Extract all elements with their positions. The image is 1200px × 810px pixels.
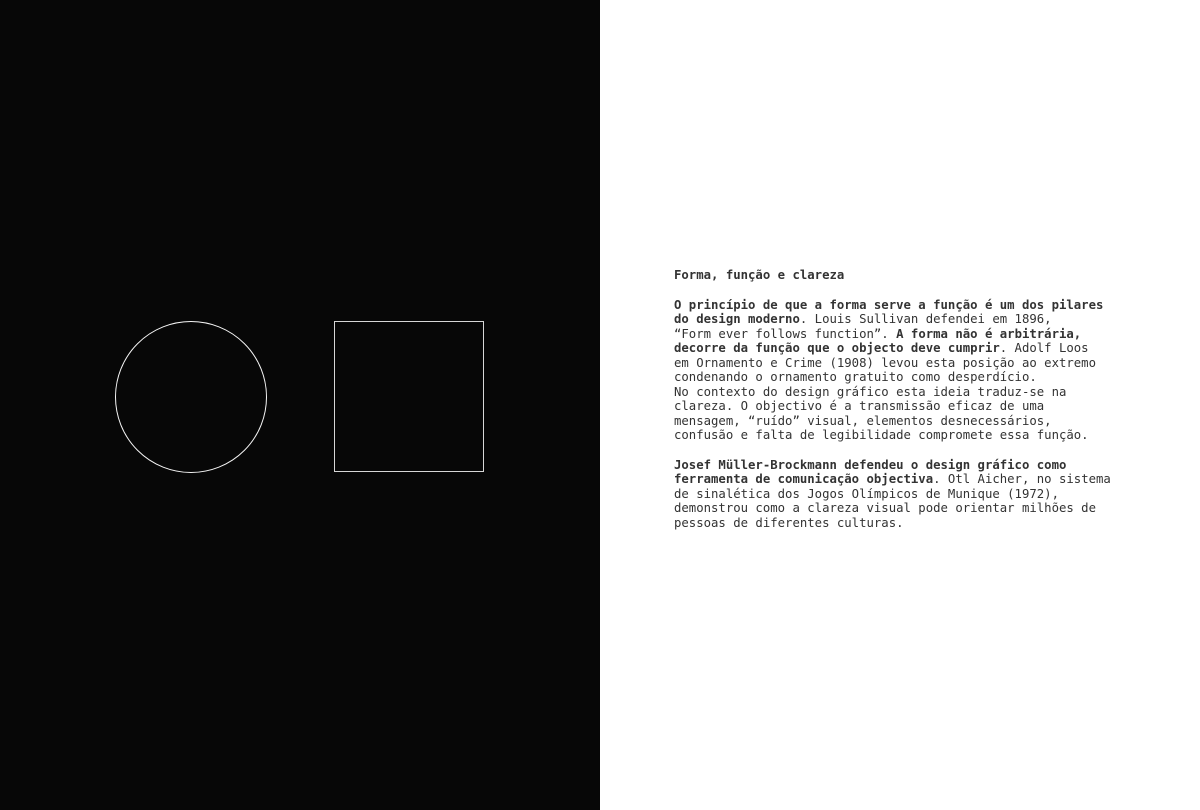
text-run: A forma não é arbitrária, bbox=[896, 326, 1082, 341]
text-run: “Form ever follows function”. bbox=[674, 326, 897, 341]
article-paragraphs bbox=[674, 298, 1144, 531]
text-run: condenando o ornamento gratuito como desperdício. bbox=[674, 370, 1037, 384]
text-line bbox=[674, 356, 1144, 371]
text-run: confusão e falta de legibilidade compromete essa função. bbox=[674, 428, 1089, 442]
text-run: demonstrou como a clareza visual pode orientar milhões de bbox=[674, 501, 1096, 515]
text-run: pessoas de diferentes culturas. bbox=[674, 515, 904, 530]
text-line bbox=[674, 501, 1144, 516]
text-line bbox=[674, 472, 1144, 487]
text-run: . Otl Aicher, no sistema bbox=[933, 472, 1111, 486]
paragraph bbox=[674, 458, 1144, 531]
text-line bbox=[674, 414, 1144, 429]
text-run: O princípio de que a forma serve a função é um dos pilares bbox=[674, 297, 1104, 312]
text-line bbox=[674, 341, 1144, 356]
text-line bbox=[674, 458, 1144, 473]
article-text-column bbox=[674, 268, 1144, 545]
text-run: . Adolf Loos bbox=[999, 341, 1089, 355]
paragraph bbox=[674, 298, 1144, 443]
text-run: Josef Müller-Brockmann defendeu o design gráfico como bbox=[674, 457, 1067, 472]
text-run: do design moderno bbox=[674, 312, 800, 326]
text-line bbox=[674, 370, 1144, 385]
text-line bbox=[674, 399, 1144, 414]
article-heading: Forma, função e clareza bbox=[674, 268, 845, 282]
text-line bbox=[674, 312, 1144, 327]
text-line bbox=[674, 428, 1144, 443]
text-run: clareza. O objectivo é a transmissão eficaz de uma bbox=[674, 399, 1045, 413]
text-line bbox=[674, 298, 1144, 313]
circle-outline-shape bbox=[115, 321, 267, 473]
text-line bbox=[674, 385, 1144, 400]
text-line bbox=[674, 516, 1144, 531]
square-outline-shape bbox=[334, 321, 484, 472]
text-line bbox=[674, 487, 1144, 502]
text-run: . Louis Sullivan defendei em 1896, bbox=[799, 312, 1052, 326]
text-run: de sinalética dos Jogos Olímpicos de Munique (1972), bbox=[674, 486, 1059, 501]
text-run: No contexto do design gráfico esta ideia traduz-se na bbox=[674, 384, 1067, 399]
text-run: mensagem, “ruído” visual, elementos desnecessários, bbox=[674, 413, 1052, 428]
text-line bbox=[674, 327, 1144, 342]
text-run: decorre da função que o objecto deve cumprir bbox=[674, 341, 1000, 355]
text-run: em Ornamento e Crime (1908) levou esta posição ao extremo bbox=[674, 355, 1096, 370]
text-run: ferramenta de comunicação objectiva bbox=[674, 472, 934, 486]
